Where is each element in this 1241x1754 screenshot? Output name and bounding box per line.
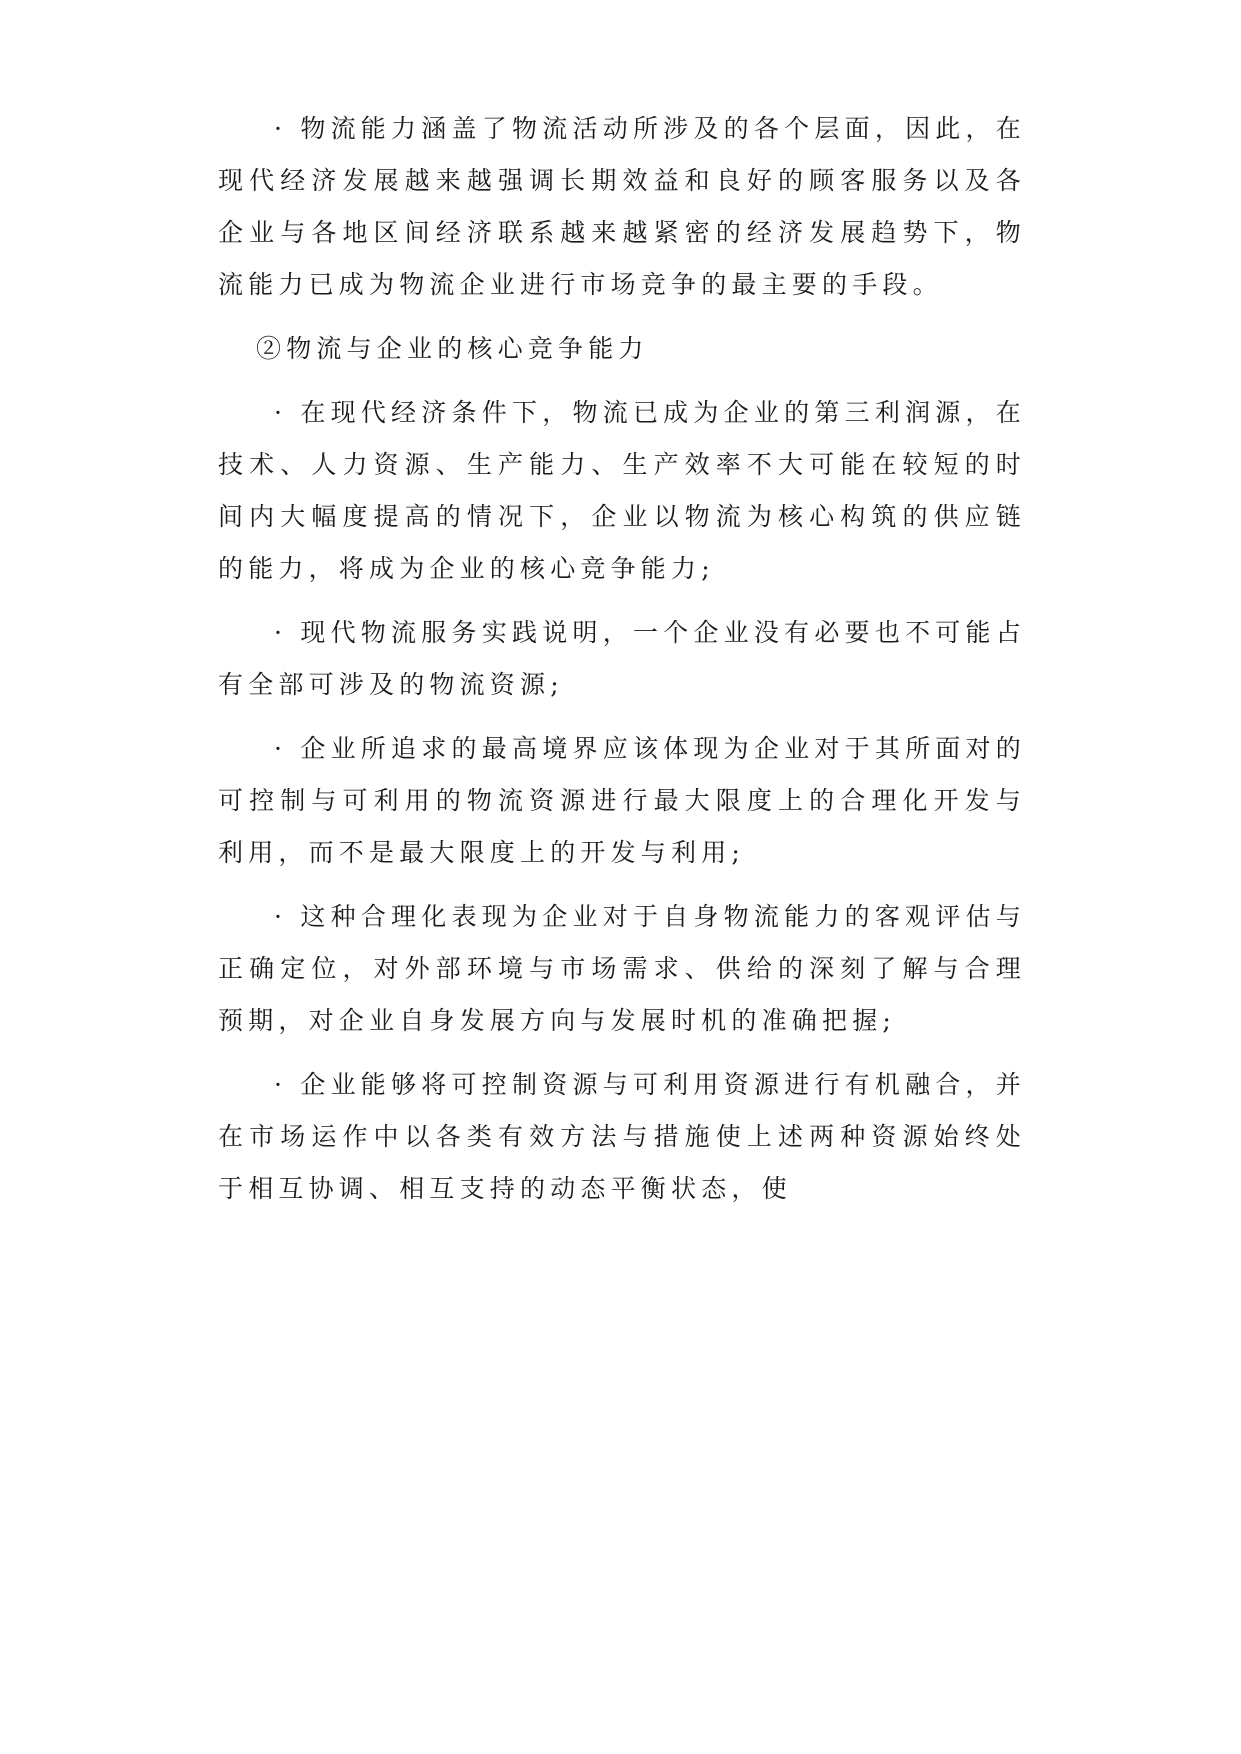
section-heading-core-competence: ②物流与企业的核心竞争能力 [256, 334, 649, 363]
paragraph-logistics-resources: · 现代物流服务实践说明，一个企业没有必要也不可能占有全部可涉及的物流资源; [218, 618, 1026, 699]
paragraph-highest-realm: · 企业所追求的最高境界应该体现为企业对于其所面对的可控制与可利用的物流资源进行最大限度上的合理化开发与利用，而不是最大限度上的开发与利用; [218, 734, 1026, 867]
paragraph-resource-integration: · 企业能够将可控制资源与可利用资源进行有机融合，并在市场运作中以各类有效方法与措施使上述两种资源始终处于相互协调、相互支持的动态平衡状态，使 [218, 1070, 1026, 1203]
paragraph-rationalization: · 这种合理化表现为企业对于自身物流能力的客观评估与正确定位，对外部环境与市场需求、供给的深刻了解与合理预期，对企业自身发展方向与发展时机的准确把握; [218, 902, 1026, 1035]
paragraph-logistics-capability: · 物流能力涵盖了物流活动所涉及的各个层面，因此，在现代经济发展越来越强调长期效益和良好的顾客服务以及各企业与各地区间经济联系越来越紧密的经济发展趋势下，物流能力已成为物流企业进行市场竞争的最主要的手段。 [218, 114, 1026, 299]
paragraph-third-profit-source: · 在现代经济条件下，物流已成为企业的第三利润源，在技术、人力资源、生产能力、生产效率不大可能在较短的时间内大幅度提高的情况下，企业以物流为核心构筑的供应链的能力，将成为企业的核心竞争能力; [218, 398, 1026, 583]
document-body [218, 103, 1026, 1227]
